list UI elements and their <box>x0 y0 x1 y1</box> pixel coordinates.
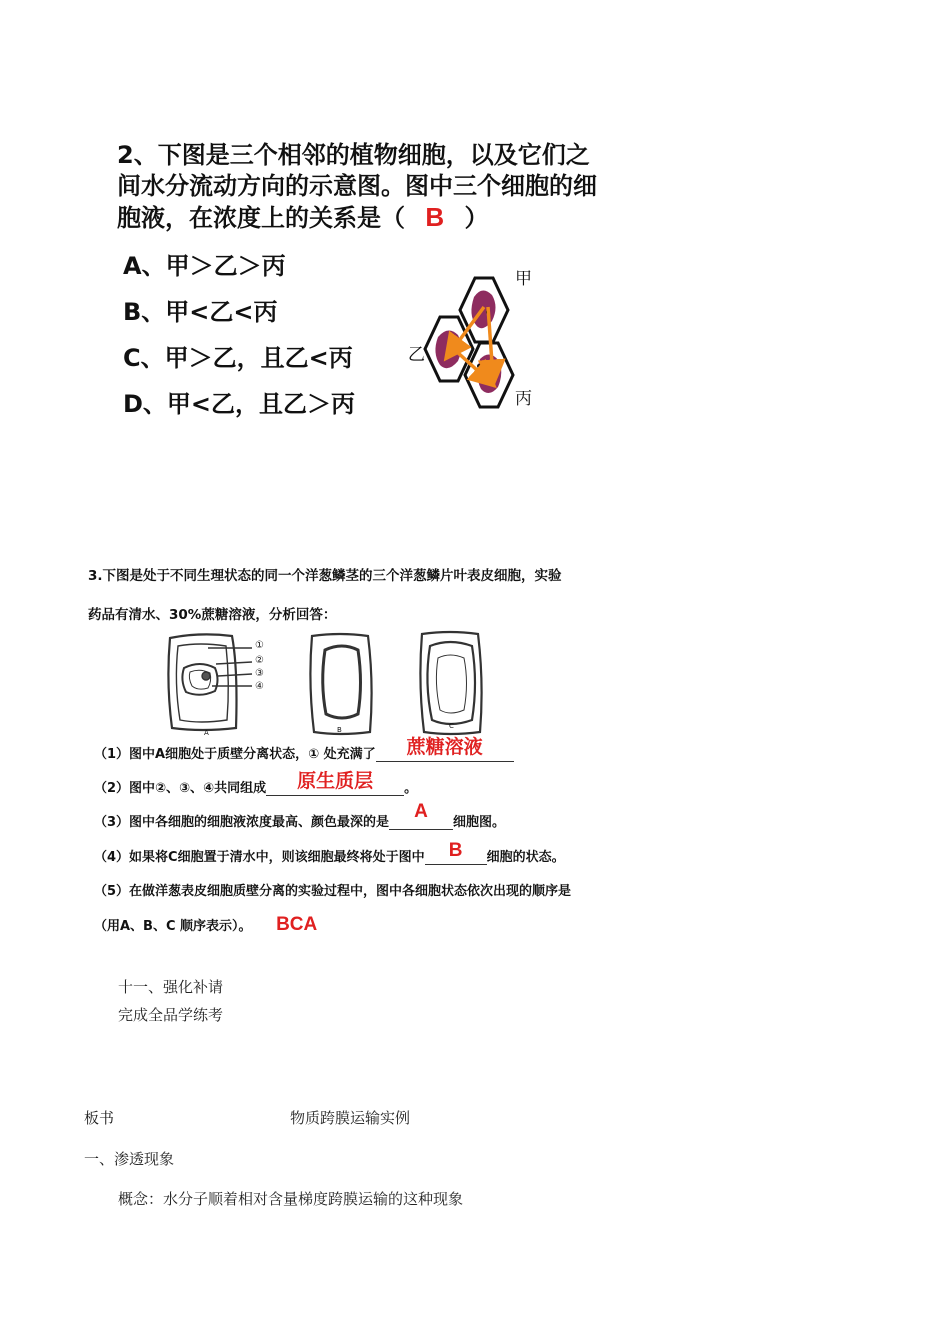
cells-diagram <box>400 255 560 415</box>
board-concept: 概念：水分子顺着相对含量梯度跨膜运输的这种现象 <box>118 1190 464 1208</box>
q3-sub2-text: （2）图中②、③、④共同组成 <box>94 781 267 796</box>
q3-sub2-suffix: 。 <box>404 781 418 796</box>
q3-sub3-answer: A <box>414 801 428 822</box>
section11-line: 完成全品学练考 <box>118 1006 224 1024</box>
label-bing: 丙 <box>515 389 532 409</box>
q3-sub5-line1: （5）在做洋葱表皮细胞质壁分离的实验过程中，图中各细胞状态依次出现的顺序是 <box>94 884 572 899</box>
q3-line1: 3.下图是处于不同生理状态的同一个洋葱鳞茎的三个洋葱鳞片叶表皮细胞，实验 <box>88 568 562 584</box>
board-heading: 一、渗透现象 <box>84 1150 175 1168</box>
q3-sub4-suffix: 细胞的状态。 <box>486 850 565 865</box>
cell-c <box>420 632 481 734</box>
q2-option-a: A、甲＞乙＞丙 <box>123 252 286 280</box>
q3-sub4-answer: B <box>448 840 463 861</box>
q2-line3 <box>117 202 489 233</box>
q3-sub1 <box>94 737 514 762</box>
q3-sub3-suffix: 细胞图。 <box>453 815 506 830</box>
board-label: 板书 <box>84 1109 115 1127</box>
q2-line1: 2、下图是三个相邻的植物细胞，以及它们之 <box>117 141 590 169</box>
q3-sub3-text: （3）图中各细胞的细胞液浓度最高、颜色最深的是 <box>94 815 390 830</box>
cell-a <box>168 634 236 730</box>
q3-sub1-answer: 蔗糖溶液 <box>406 737 483 758</box>
fig-label-2: ② <box>255 655 264 666</box>
q3-sub2 <box>94 771 418 796</box>
q3-sub5-text: （用A、B、C 顺序表示）。 <box>94 919 252 934</box>
label-yi: 乙 <box>408 345 425 365</box>
q2-option-b: B、甲<乙<丙 <box>123 298 278 326</box>
q3-sub4-text: （4）如果将C细胞置于清水中，则该细胞最终将处于图中 <box>94 850 425 865</box>
q3-sub5-answer: BCA <box>276 914 318 935</box>
q3-sub3-blank <box>389 801 453 830</box>
q3-sub2-blank <box>266 771 404 796</box>
board-title: 物质跨膜运输实例 <box>290 1109 411 1127</box>
fig-label-4: ④ <box>255 681 264 692</box>
q2-line3-suffix: ） <box>464 204 489 232</box>
q2-line2: 间水分流动方向的示意图。图中三个细胞的细 <box>117 172 597 200</box>
fig-label-3: ③ <box>255 668 264 679</box>
q2-line3-prefix: 胞液，在浓度上的关系是（ <box>117 204 405 232</box>
q3-sub4 <box>94 840 565 865</box>
q2-option-d: D、甲<乙，且乙＞丙 <box>123 390 356 418</box>
section11-title: 十一、强化补请 <box>118 978 224 996</box>
label-jia: 甲 <box>515 269 532 289</box>
q3-sub5-line2 <box>94 914 317 936</box>
q3-sub3 <box>94 801 506 830</box>
cell-b <box>310 634 371 734</box>
q3-sub1-text: （1）图中A细胞处于质壁分离状态，① 处充满了 <box>94 747 376 762</box>
q2-answer: B <box>425 202 445 232</box>
q3-sub2-answer: 原生质层 <box>297 771 374 792</box>
fig-label-b: B <box>337 726 342 734</box>
fig-label-c: C <box>449 722 454 730</box>
q3-line2: 药品有清水、30%蔗糖溶液，分析回答： <box>88 607 337 623</box>
fig-label-a: A <box>204 729 209 737</box>
q3-sub1-blank <box>376 737 514 762</box>
q3-sub4-blank <box>425 840 487 865</box>
fig-label-1: ① <box>255 640 264 651</box>
q2-option-c: C、甲＞乙，且乙<丙 <box>123 344 353 372</box>
